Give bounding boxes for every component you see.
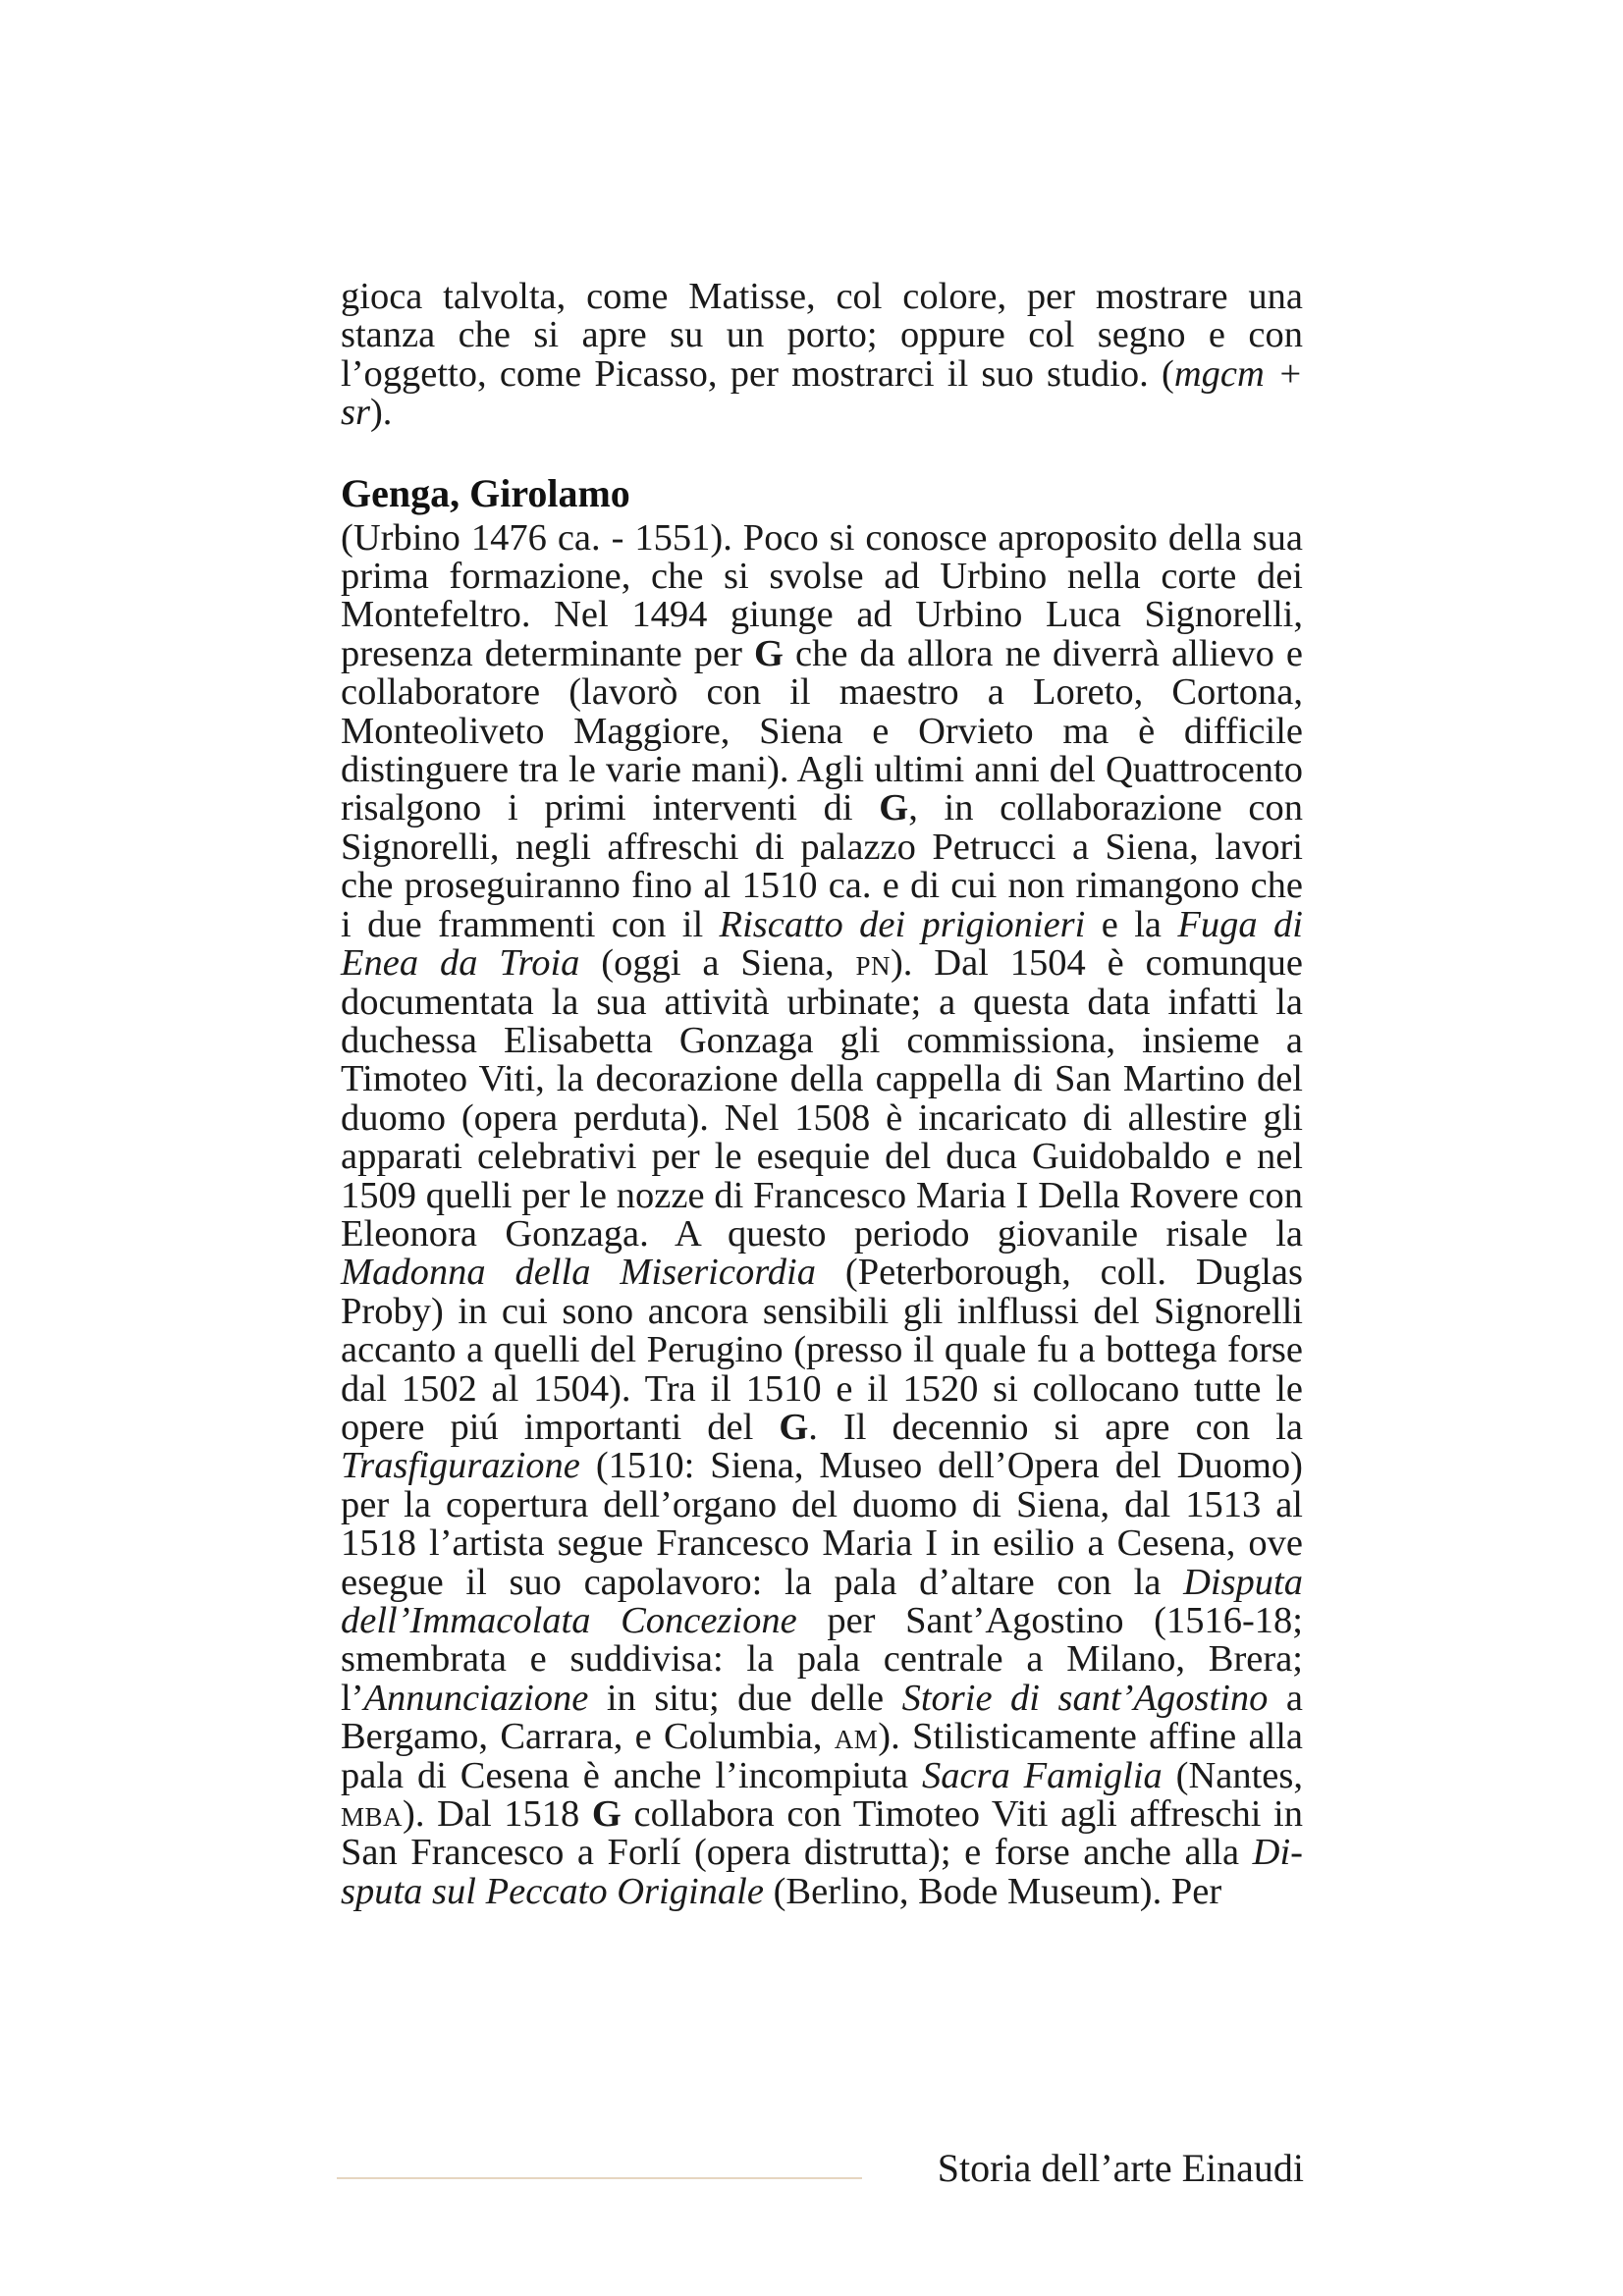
text-segment: Fuga di Enea da Troia	[341, 903, 1304, 985]
text-segment: ). Dal 1504 è comunque documentata la sua attività urbinate; a questa data infatti la duchessa Elisabetta Gonzaga gli commissiona, insieme a Timoteo Viti, la decorazione della cappella di San Martino del duomo (opera perduta). Nel 1508 è incaricato di allestire gli apparati celebrativi per le esequie del duca Guidobaldo e nel 1509 quelli per le nozze di Francesco Maria I Della Rovere con Eleonora Gonzaga. A questo periodo giovanile risale la	[341, 942, 1303, 1255]
text-segment: . Il decennio si apre con la	[808, 1406, 1303, 1448]
text-segment: Annunciazione	[363, 1677, 589, 1719]
text-segment: per Sant’Agostino (1516-18; smembrata e suddivisa: la pala centrale a Milano, Brera; l’	[341, 1600, 1303, 1719]
text-segment: (1510: Siena, Museo dell’Opera del Duomo) per la copertura dell’organo del duomo di Siena, dal 1513 al 1518 l’artista segue Francesco Maria I in esilio a Cesena, ove esegue il suo capolavoro: la pala d’altare con la	[341, 1445, 1303, 1603]
text-segment: (Berlino, Bode Museum). Per	[763, 1870, 1222, 1912]
text-segment: ).	[369, 392, 393, 434]
body-text	[341, 278, 1303, 1911]
text-segment: (Urbino 1476 ca. - 1551). Poco si conosce aproposito della sua prima formazione, che si svolse ad Urbino nella corte dei Montefeltro. Nel 1494 giunge ad Urbino Luca Signorelli, presenza determinante per	[341, 516, 1303, 674]
text-segment: G	[779, 1406, 809, 1448]
text-segment: Disputa sul Peccato Originale	[341, 1832, 1303, 1912]
text-segment: ). Dal 1518	[403, 1793, 592, 1836]
text-segment: gioca talvolta, come Matisse, col colore, per mostrare una stanza che si apre su un porto; oppure col segno e con l’oggetto, come Picasso, per mostrarci il suo studio. (	[341, 276, 1303, 395]
text-segment: Sacra Famiglia	[921, 1754, 1163, 1796]
text-segment: mgcm + sr	[341, 352, 1303, 434]
page-footer	[337, 2145, 1304, 2204]
text-segment: Riscatto dei prigionieri	[719, 903, 1086, 945]
text-segment: G	[753, 632, 784, 674]
entry-body	[341, 516, 1304, 1912]
text-segment: pn	[855, 942, 891, 985]
text-segment: , in collaborazione con Signorelli, negli affreschi di palazzo Petrucci a Siena, lavori che proseguiranno fino al 1510 ca. e di cui non rimangono che i due frammenti con il	[341, 787, 1304, 945]
intro-paragraph	[341, 278, 1303, 433]
text-segment: Trasfigurazione	[341, 1445, 580, 1487]
entry-heading: Genga, Girolamo	[341, 470, 630, 515]
text-segment: che da allora ne diverrà allievo e collaboratore (lavorò con il maestro a Loreto, Cortona, Monteoliveto Maggiore, Siena e Orvieto ma è difficile distinguere tra le varie mani). Agli ultimi anni del Quattrocento risalgono i primi interventi di	[341, 632, 1303, 829]
text-segment: Storie di sant’Agostino	[901, 1677, 1269, 1719]
text-segment: (Peterborough, coll. Duglas Proby) in cui sono ancora sensibili gli inlflussi del Signorelli accanto a quelli del Perugino (presso il quale fu a bottega forse dal 1502 al 1504). Tra il 1510 e il 1520 si collocano tutte le opere piú importanti del	[341, 1252, 1303, 1448]
text-segment: am	[834, 1716, 879, 1758]
text-segment: (Nantes,	[1162, 1754, 1304, 1796]
text-segment: ). Stilisticamente affine alla pala di Cesena è anche l’incompiuta	[341, 1716, 1304, 1796]
footer-title: Storia dell’arte Einaudi	[937, 2146, 1304, 2190]
text-segment: collabora con Timoteo Viti agli affreschi in San Francesco a Forlí (opera distrutta); e forse anche alla	[341, 1793, 1303, 1874]
text-segment: a Bergamo, Carrara, e Columbia,	[341, 1677, 1304, 1758]
text-segment: Madonna della Misericordia	[341, 1252, 816, 1294]
text-segment: G	[591, 1793, 622, 1836]
text-segment: (oggi a Siena,	[579, 942, 856, 985]
text-segment: e la	[1085, 903, 1178, 945]
text-segment: G	[879, 787, 909, 829]
text-segment: in situ; due delle	[588, 1677, 902, 1719]
text-segment: mba	[341, 1793, 404, 1836]
text-segment: Disputa dell’Immacolata Concezione	[341, 1561, 1303, 1641]
footer-rule	[337, 2177, 862, 2179]
